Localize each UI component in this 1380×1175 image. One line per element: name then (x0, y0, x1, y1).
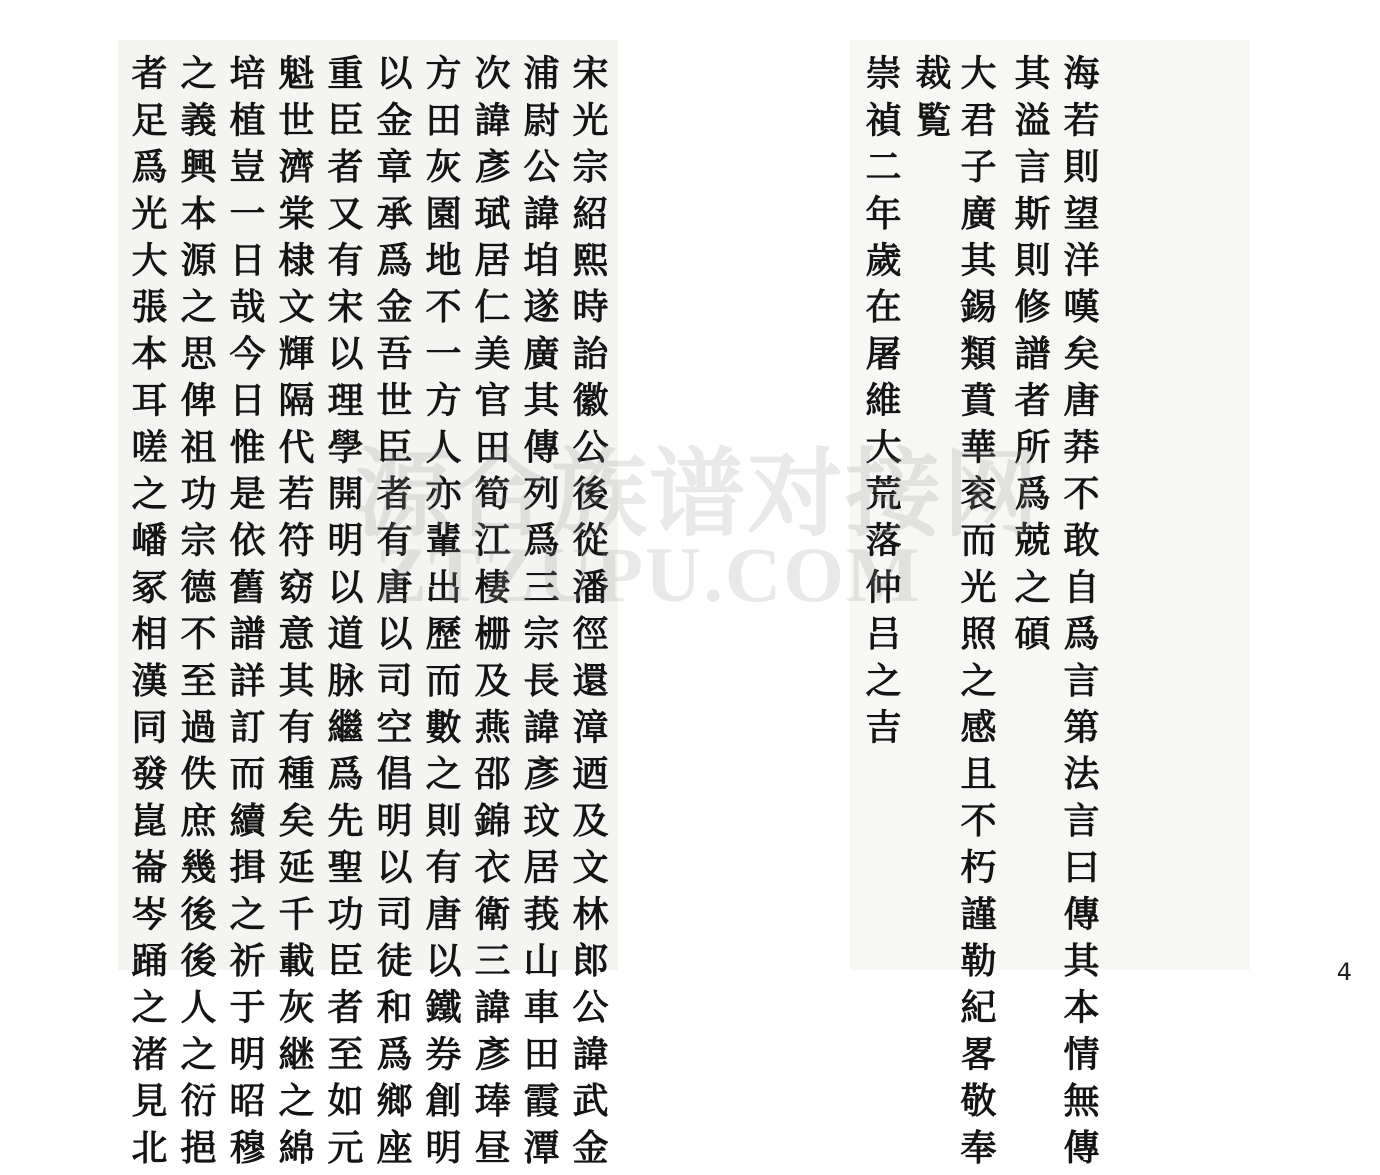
right-text-column-2: 其溢言斯則修譜者所爲兢之碩 (1009, 54, 1051, 662)
left-text-column-3: 次諱彥珷居仁美官田筍江棲栅及燕邵錦衣衛三諱彥琫昼 (469, 54, 511, 1175)
right-text-column-3: 大君子廣其錫類賁華衮而光照之感且不朽謹勒紀畧敬奉 (955, 54, 997, 1175)
left-text-column-5: 以金章承爲金吾世臣者有唐以司空倡明以司徒和爲鄉座 (371, 54, 413, 1175)
left-text-column-8: 培植豈一日哉今日惟是依舊譜詳訂而續揖之祈于明昭穆 (224, 54, 266, 1175)
left-text-column-9: 之義興本源之思俾祖功宗德不至過佚庶幾後後人之衍挹 (175, 54, 217, 1175)
right-text-column-5: 崇禎二年歲在屠維大荒落仲吕之吉 (860, 54, 902, 755)
left-text-column-10: 者足爲光大張本耳嗟之嶓冢相漢同發崑崙岑踊之渚見北 (126, 54, 168, 1175)
right-text-column-4: 裁覧 (910, 54, 952, 148)
watermark-chinese: 源合族谱对接网 (355, 438, 1041, 550)
page-number: 4 (1336, 958, 1352, 986)
watermark-english: ZTZUPU.COM (375, 531, 922, 618)
left-text-column-4: 方田灰園地不一方人亦輩出歷而數之則有唐以鐵券創明 (420, 54, 462, 1175)
right-text-column-1: 海若則望洋嘆矣唐莽不敢自爲言第法言曰傳其本情無傳 (1058, 54, 1100, 1175)
left-text-column-2: 浦尉公諱垍遂廣其傳列爲三宗長諱彥玟居莪山車田霞潭 (518, 54, 560, 1175)
left-text-column-6: 重臣者又有宋以理學開明以道脉繼爲先聖功臣者至如元 (322, 54, 364, 1175)
left-text-column-1: 宋光宗紹熙時詒徽公後從潘徑還漳迺及文林郎公諱武金 (567, 54, 609, 1175)
left-text-column-7: 魁世濟棠棣文輝隔代若符窈意其有種矣延千載灰継之綿 (273, 54, 315, 1175)
